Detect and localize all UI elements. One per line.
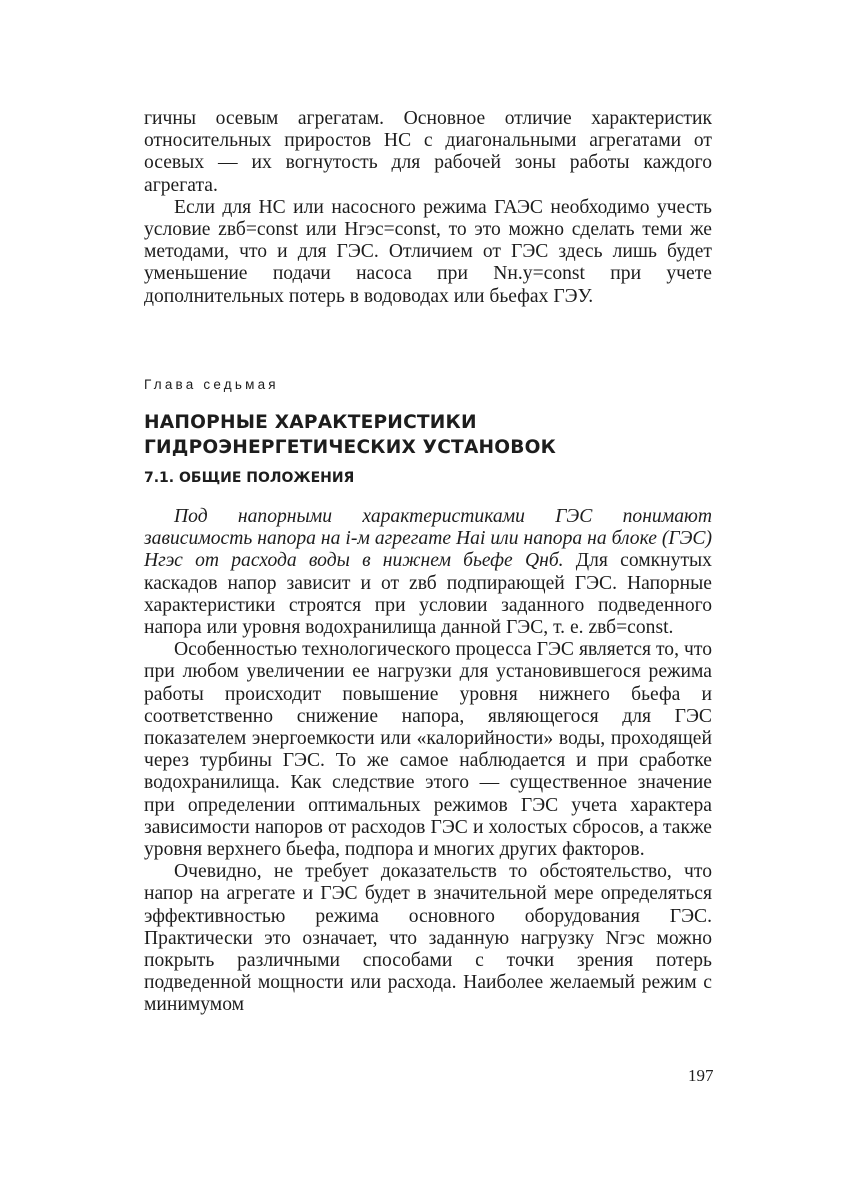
definition-continuation: Для сомкнутых каскадов напор зависит и от zвб подпирающей ГЭС. Напорные характеристики строятся при условии заданного подведенного напора или уровня водохранилища данной ГЭС, т. е. zвб=const. bbox=[144, 550, 712, 639]
intro-block bbox=[144, 108, 712, 308]
body-paragraph-3: Очевидно, не требует доказательств то обстоятельство, что напор на агрегате и ГЭС будет в значительной мере определяться эффективностью режима основного оборудования ГЭС. Практически это означает, что заданную нагрузку Nгэс можно покрыть различными способами с точки зрения потерь подведенной мощности или расхода. Наиболее желаемый режим с минимумом bbox=[144, 861, 712, 1016]
body-block bbox=[144, 506, 712, 1017]
intro-paragraph-2: Если для НС или насосного режима ГАЭС необходимо учесть условие zвб=const или Hгэс=const, то это можно сделать теми же методами, что и для ГЭС. Отличием от ГЭС здесь лишь будет уменьшение подачи насоса при Nн.у=const при учете дополнительных потерь в водоводах или бьефах ГЭУ. bbox=[144, 196, 712, 307]
page-number: 197 bbox=[688, 1066, 714, 1085]
body-paragraph-1 bbox=[144, 506, 712, 639]
section-title: 7.1. ОБЩИЕ ПОЛОЖЕНИЯ bbox=[144, 470, 355, 486]
body-paragraph-2: Особенностью технологического процесса ГЭС является то, что при любом увеличении ее нагрузки для установившегося режима работы происходит повышение уровня нижнего бьефа и соответственно снижение напора, являющегося для ГЭС показателем энергоемкости или «калорийности» воды, проходящей через турбины ГЭС. То же самое наблюдается и при сработке водохранилища. Как следствие этого — существенное значение при определении оптимальных режимов ГЭС учета характера зависимости напоров от расходов ГЭС и холостых сбросов, а также уровня верхнего бьефа, подпора и многих других факторов. bbox=[144, 639, 712, 861]
chapter-title-line-1: НАПОРНЫЕ ХАРАКТЕРИСТИКИ bbox=[144, 412, 477, 433]
chapter-title-line-2: ГИДРОЭНЕРГЕТИЧЕСКИХ УСТАНОВОК bbox=[144, 437, 557, 458]
chapter-title bbox=[144, 410, 556, 460]
intro-paragraph-1: гичны осевым агрегатам. Основное отличие характеристик относительных приростов НС с диагональными агрегатами от осевых — их вогнутость для рабочей зоны работы каждого агрегата. bbox=[144, 108, 712, 196]
chapter-label: Глава седьмая bbox=[144, 377, 279, 392]
definition-text: Под напорными характеристиками ГЭС понимают зависимость напора на i-м агрегате Hai или напора на блоке (ГЭС) Hгэс от расхода воды в нижнем бьефе Qнб. bbox=[144, 506, 712, 572]
